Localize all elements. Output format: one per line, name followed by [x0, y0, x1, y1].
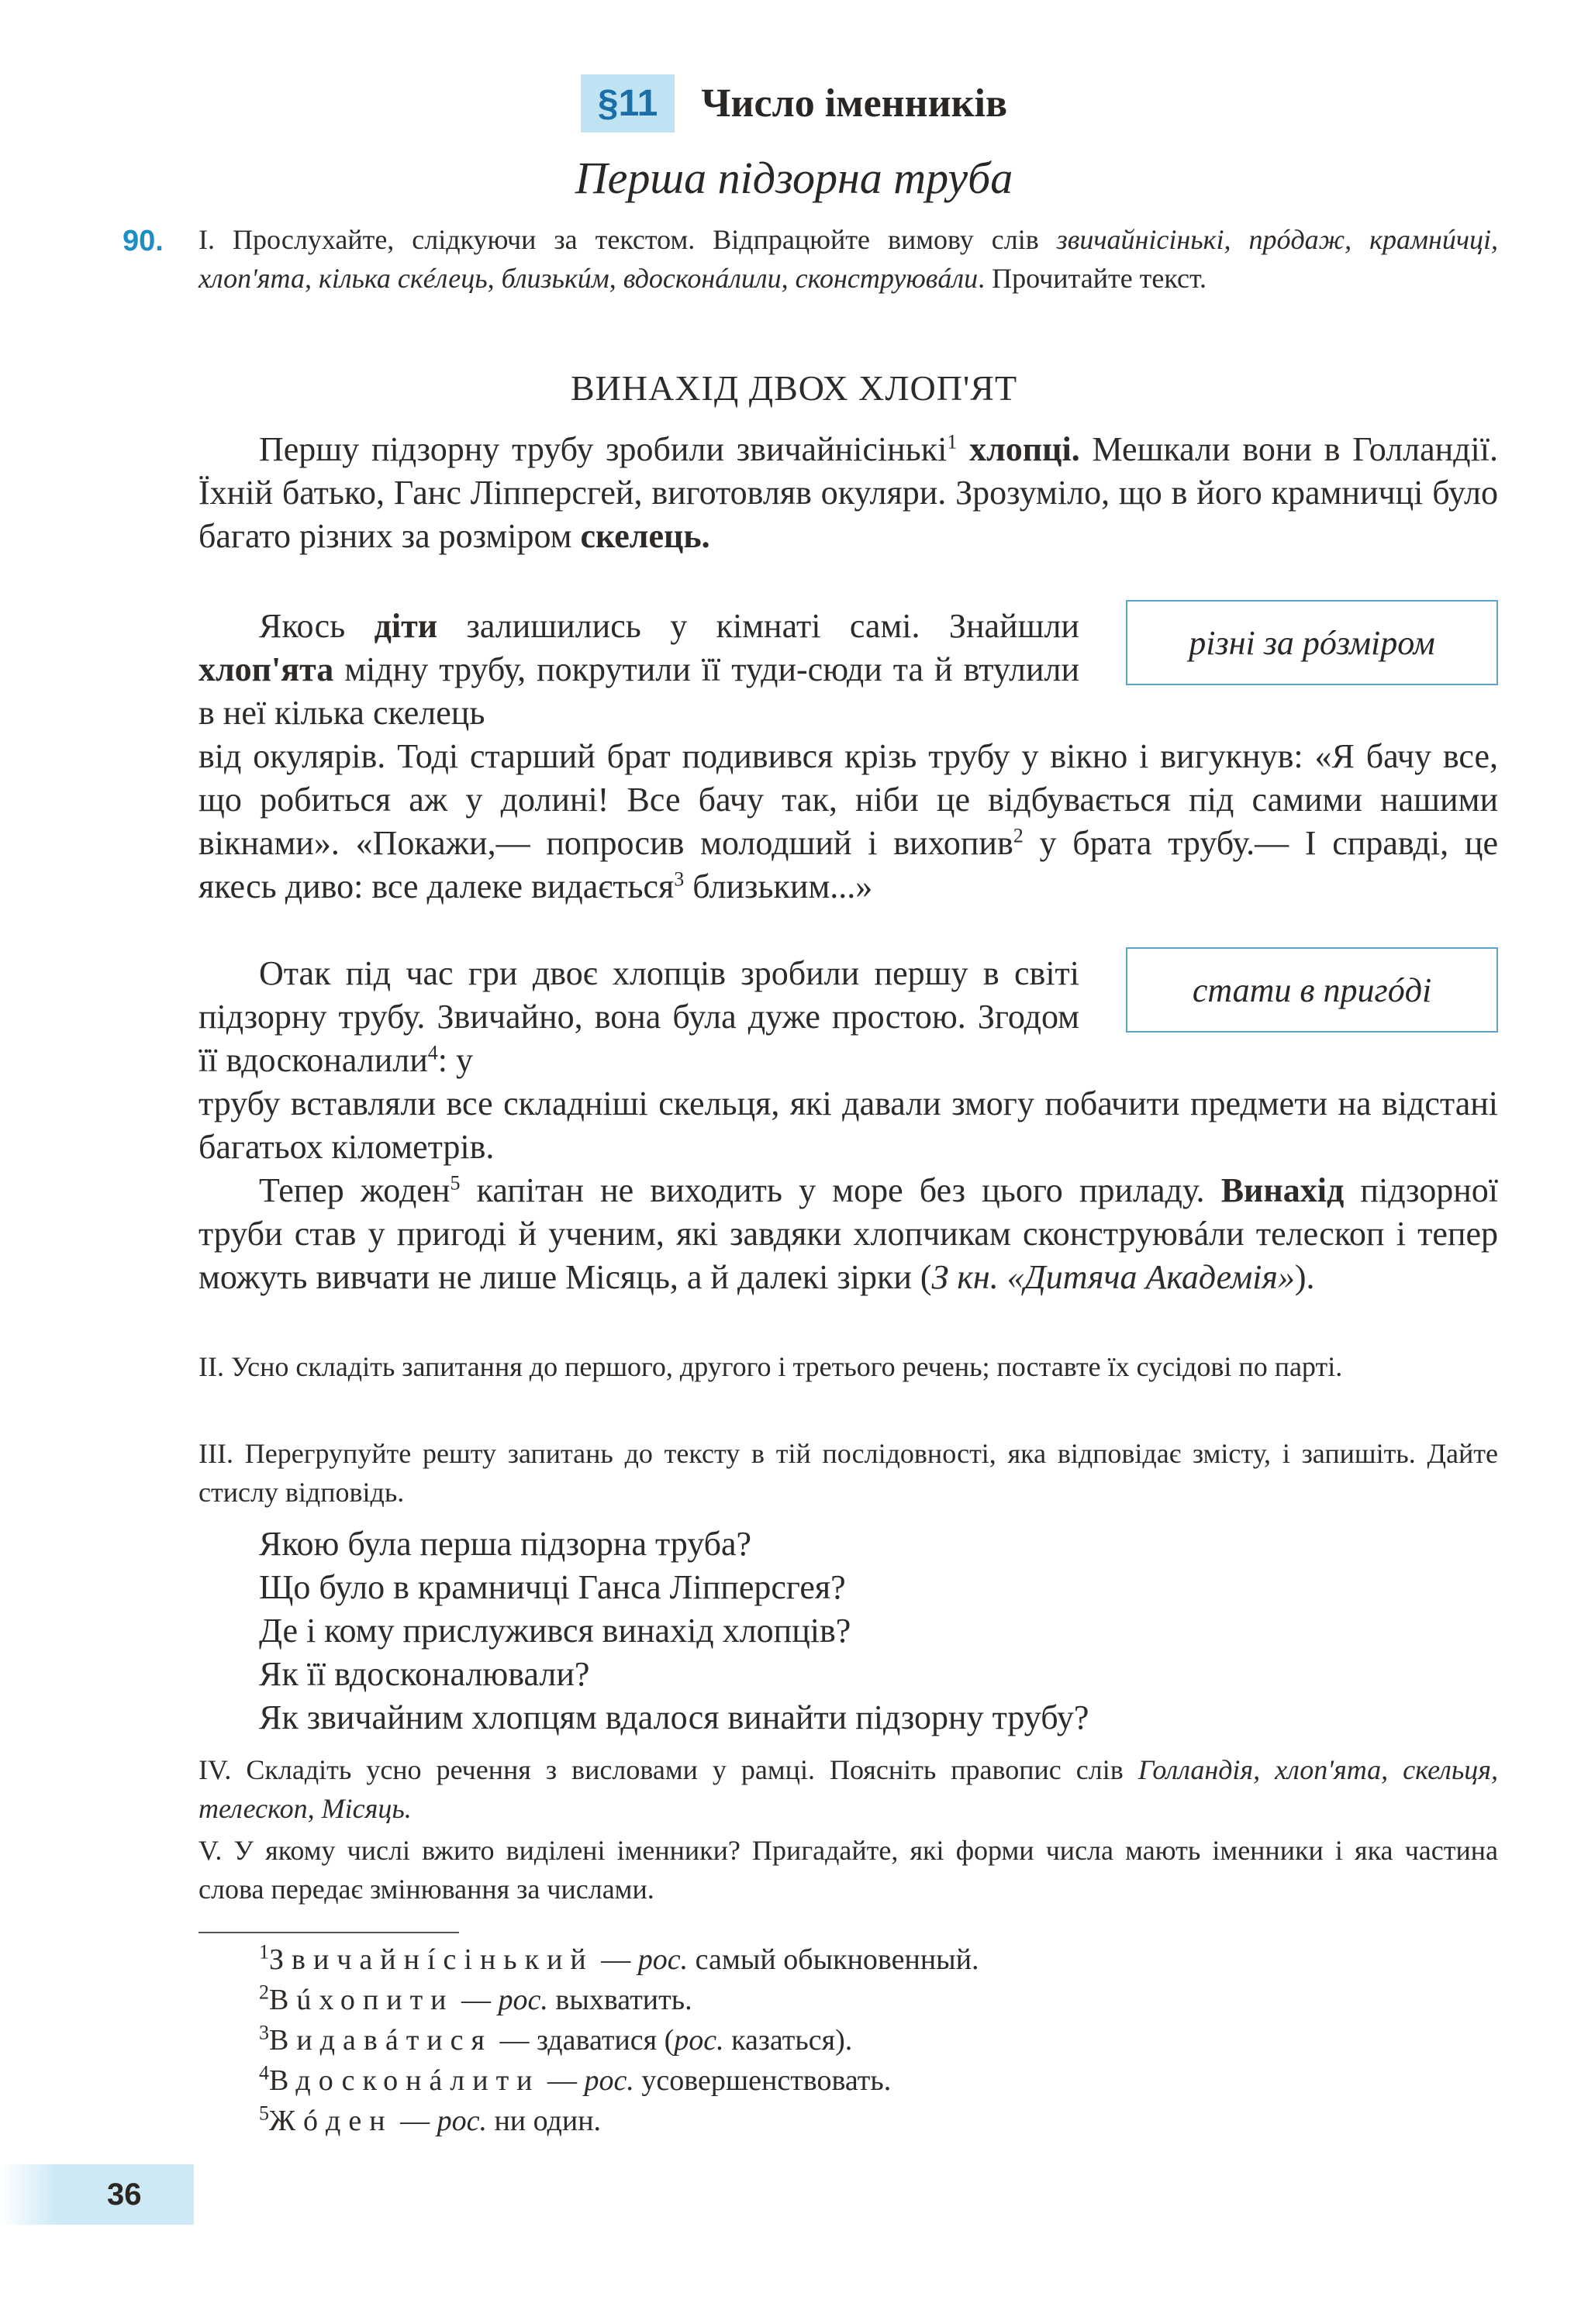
- footnote-prefix: здаватися (: [536, 2024, 675, 2057]
- highlighted-noun: діти: [374, 607, 438, 645]
- footnote-lang-mark: рос.: [637, 1943, 689, 1976]
- story-text: ).: [1294, 1258, 1315, 1296]
- footnote-1: $^1$Звичайнíсінький — рос. самый обыкновенный.: [259, 1940, 979, 1976]
- story-text: : у: [437, 1041, 473, 1079]
- footnote-number: 2: [259, 1981, 269, 2004]
- footnotes: [259, 1940, 1500, 2141]
- question-item: Як її вдосконалювали?: [259, 1655, 590, 1693]
- task-4-lead: IV. Складіть усно речення з висловами у рамці. Поясніть правопис слів: [198, 1754, 1138, 1785]
- footnote-gloss: выхватить.: [555, 1984, 692, 2016]
- footnote-lang-mark: рос.: [584, 2064, 634, 2097]
- footnote-number: 3: [259, 2021, 269, 2044]
- page-subtitle: Перша підзорна труба: [575, 153, 1013, 203]
- highlighted-noun: Винахід: [1220, 1171, 1345, 1209]
- section-title: Число іменників: [701, 81, 1008, 126]
- story-paragraph-2-continued: [198, 735, 1498, 909]
- task-5: V. У якому числі вжито виділені іменники? Пригадайте, які форми числа мають іменники і яка частина слова передає змінювання за числами.: [198, 1835, 1498, 1905]
- footnote-word: Звичайнíсінький: [269, 1943, 594, 1976]
- task-3: III. Перегрупуйте решту запитань до тексту в тій послідовності, яка відповідає змісту, і запишіть. Дайте стислу відповідь.: [198, 1438, 1498, 1508]
- footnote-word: Вúхопити: [269, 1984, 454, 2016]
- question-item: Якою була перша підзорна труба?: [259, 1525, 752, 1563]
- story-paragraph-1: [198, 428, 1498, 558]
- story-text: залишились у кімнаті самі. Знайшли: [437, 607, 1079, 645]
- task-1: [198, 220, 1498, 298]
- page-number: 36: [0, 2164, 194, 2225]
- story-paragraph-3-continued: трубу вставляли все складніші скельця, які давали змогу побачити предмети на відстані багатьох кілометрів.: [198, 1084, 1498, 1166]
- exercise-number: 90.: [123, 225, 164, 257]
- story-text: близьким...»: [684, 867, 873, 905]
- footnote-ref: 5: [450, 1171, 461, 1195]
- story-text: [957, 430, 969, 468]
- footnote-ref: 4: [427, 1041, 438, 1064]
- footnote-ref: 3: [674, 867, 685, 891]
- highlighted-noun: скелець.: [580, 517, 710, 555]
- footnote-ref: 2: [1013, 824, 1024, 847]
- phrase-box-2: стати в пригóді: [1126, 947, 1498, 1033]
- footnote-2: $^2$Вúхопити — рос. выхватить.: [259, 1981, 692, 2016]
- footnote-gloss: усовершенствовать.: [641, 2064, 892, 2097]
- footnote-divider: [198, 1932, 459, 1933]
- question-item: Що було в крамничці Ганса Ліпперсгея?: [259, 1568, 846, 1606]
- highlighted-noun: хлоп'ята: [198, 650, 334, 688]
- story-text: від окулярів. Тоді старший брат подивився крізь трубу у вікно і вигукнув: «Я бачу все, що робиться аж у долині! Все бачу так, ніби це відбувається під самими нашими вікнами». «Покажи,— попросив молодший і вихопив: [198, 737, 1498, 862]
- footnote-gloss: ни один.: [494, 2105, 602, 2137]
- task-4: [198, 1750, 1498, 1828]
- source-citation: З кн. «Дитяча Академія»: [931, 1258, 1295, 1296]
- question-list: [259, 1522, 1500, 1740]
- footnote-ref: 1: [947, 430, 958, 453]
- footnote-gloss: самый обыкновенный.: [695, 1943, 979, 1976]
- footnote-lang-mark: рос.: [437, 2105, 487, 2137]
- footnote-5: $^5$Жóден — рос. ни один.: [259, 2102, 602, 2137]
- footnote-lang-mark: рос.: [498, 1984, 548, 2016]
- paragraph-badge: §11: [581, 74, 675, 133]
- footnote-word: Видавáтися: [269, 2024, 492, 2057]
- phrase-box-1: різні за рóзміром: [1126, 600, 1498, 685]
- section-header: [0, 74, 1588, 133]
- footnote-word: Вдосконáлити: [269, 2064, 540, 2097]
- footnote-number: 5: [259, 2102, 269, 2125]
- footnote-word: Жóден: [269, 2105, 393, 2137]
- story-text: у брата трубу.— І справді, це якесь диво: все далеке видається: [198, 824, 1499, 905]
- footnote-number: 1: [259, 1940, 269, 1964]
- story-text: Отак під час гри двоє хлопців зробили першу в світі підзорну трубу. Звичайно, вона була дуже простою. Згодом її вдосконалили: [198, 954, 1079, 1079]
- story-text: мідну трубу, покрутили її туди-сюди та й втулили в неї кілька скелець: [198, 650, 1079, 732]
- question-item: Як звичайним хлопцям вдалося винайти підзорну трубу?: [259, 1698, 1089, 1736]
- text-title: ВИНАХІД ДВОХ ХЛОП'ЯТ: [570, 368, 1018, 408]
- story-text: Мешкали вони в Голландії. Їхній батько, Ганс Ліпперсгей, виготовляв окуляри. Зрозуміло, що в його крамничці було багато різних за розміром: [198, 430, 1499, 555]
- footnote-lang-mark: рос.: [674, 2024, 724, 2057]
- story-paragraph-3: [198, 952, 1079, 1082]
- task-1-words: звичайнісінькі, прóдаж, крамнúчці, хлоп'ята, кілька скéлець, близькúм, вдосконáлили, сконструювáли: [198, 224, 1498, 294]
- story-text: Якось: [259, 607, 375, 645]
- story-text: Тепер жоден: [259, 1171, 451, 1209]
- footnote-number: 4: [259, 2061, 269, 2084]
- task-2: II. Усно складіть запитання до першого, другого і третього речень; поставте їх сусідові по парті.: [198, 1351, 1343, 1382]
- task-1-tail: . Прочитайте текст.: [978, 263, 1207, 294]
- footnote-suffix: ).: [835, 2024, 853, 2057]
- story-paragraph-4: [198, 1169, 1498, 1299]
- task-1-lead: I. Прослухайте, слідкуючи за текстом. Відпрацюйте вимову слів: [198, 224, 1057, 255]
- story-paragraph-2: [198, 605, 1079, 735]
- footnote-3: $^3$Видавáтися — здаватися (рос. казаться).: [259, 2021, 853, 2057]
- story-text: капітан не виходить у море без цього приладу.: [460, 1171, 1221, 1209]
- task-4-words: Голландія, хлоп'ята, скельця, телескоп, Місяць.: [198, 1754, 1498, 1824]
- question-item: Де і кому прислужився винахід хлопців?: [259, 1612, 851, 1650]
- highlighted-noun: хлопці.: [969, 430, 1080, 468]
- story-text: Першу підзорну трубу зробили звичайнісінькі: [259, 430, 948, 468]
- story-text: підзорної труби став у пригоді й ученим, які завдяки хлопчикам сконструювáли телескоп і тепер можуть вивчати не лише Місяць, а й далекі зірки (: [198, 1171, 1499, 1296]
- footnote-4: $^4$Вдосконáлити — рос. усовершенствовать.: [259, 2061, 892, 2097]
- footnote-gloss: казаться: [731, 2024, 836, 2057]
